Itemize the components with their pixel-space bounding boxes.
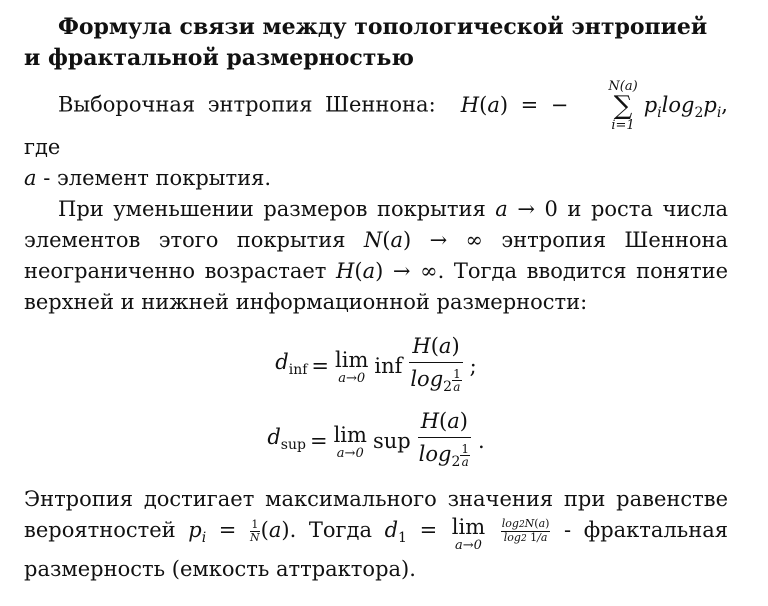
limit-text-3: энтропия Шеннона неограниченно возрастает bbox=[24, 228, 728, 283]
shannon-lead: Выборочная энтропия Шеннона: bbox=[58, 92, 436, 117]
fractal-text-1: Энтропия достигает максимального значения при равенстве вероятностей bbox=[24, 487, 728, 542]
shannon-formula: H(a) = − N(a) ∑ i=1 $p_i\log_2p_i$ bbox=[448, 79, 722, 133]
n-to-inf: N(a) → ∞ bbox=[363, 228, 484, 252]
h-to-inf: H(a) → ∞ bbox=[336, 259, 438, 283]
shannon-line2: - элемент покрытия. bbox=[36, 166, 272, 190]
paragraph-fractal bbox=[24, 484, 728, 585]
sum-upper: N(a) bbox=[608, 79, 638, 94]
sum-lower: i=1 bbox=[611, 118, 635, 133]
inf-operator: inf bbox=[374, 354, 403, 378]
a-to-zero: a → 0 bbox=[495, 197, 558, 221]
document-page bbox=[24, 12, 728, 585]
fractal-text-3: - фрактальная размерность (емкость аттрактора). bbox=[24, 518, 728, 581]
lim-operator-sup: lim a→0 bbox=[333, 422, 367, 461]
equation-d-inf: $d_{inf}$ = lim a→0 inf H(a) $\log_2$ $\frac{1}{a}$ ; bbox=[24, 332, 728, 401]
eq1-end: ; bbox=[469, 354, 477, 378]
sum-operator: N(a) ∑ i=1 bbox=[574, 80, 637, 132]
paragraph-limit bbox=[24, 194, 728, 318]
limit-text-2: и роста числа элементов этого покрытия bbox=[24, 197, 728, 252]
d-sup-subscript: sup bbox=[280, 437, 306, 453]
limit-text-4: . Тогда вводится понятие верхней и нижней информационной размерности: bbox=[24, 259, 728, 314]
shannon-after: , где bbox=[24, 92, 728, 159]
eq2-end: . bbox=[477, 429, 485, 453]
section-heading: Формула связи между топологической энтропией и фрактальной размерностью bbox=[24, 14, 708, 71]
lim-operator-inf: lim a→0 bbox=[335, 347, 369, 386]
equation-d-sup: $d_{sup}$ = lim a→0 sup H(a) $\log_2$ $\frac{1}{a}$ . bbox=[24, 407, 728, 476]
fraction-inf: H(a) $\log_2$ $\frac{1}{a}$ bbox=[410, 334, 461, 395]
limit-text-1: При уменьшении размеров покрытия bbox=[58, 197, 496, 221]
d1-formula: $d_1$ = lim a→0 $\frac{\log 2N(a)}{\log 2 1/a}$ bbox=[384, 515, 550, 553]
sup-operator: sup bbox=[372, 429, 411, 453]
fraction-sup: H(a) $\log_2$ $\frac{1}{a}$ bbox=[418, 409, 469, 470]
paragraph-shannon bbox=[24, 80, 728, 194]
var-a: a bbox=[24, 166, 37, 190]
fractal-text-2: . Тогда bbox=[289, 518, 385, 542]
d-inf-subscript: inf bbox=[288, 362, 308, 378]
p-equals: $p_i$ = $\frac{1}{N}$ (a) bbox=[188, 518, 290, 546]
